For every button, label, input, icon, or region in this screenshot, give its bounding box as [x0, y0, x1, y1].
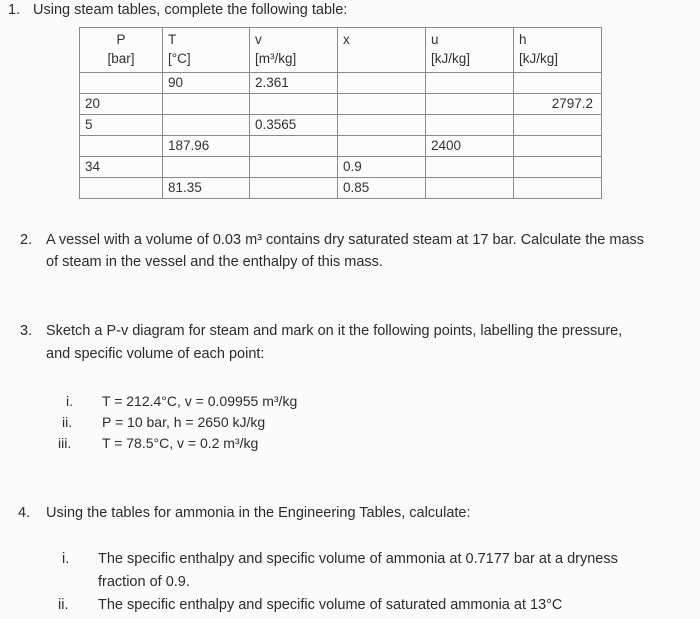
question-4-item-number: i.	[62, 551, 70, 567]
table-cell: 5	[80, 115, 163, 136]
table-cell	[514, 73, 602, 94]
header-h: h [kJ/kg]	[514, 28, 602, 73]
table-cell	[426, 73, 514, 94]
table-cell: 81.35	[163, 178, 250, 199]
table-cell	[250, 136, 338, 157]
table-cell	[514, 115, 602, 136]
table-cell	[514, 157, 602, 178]
table-cell	[426, 115, 514, 136]
question-4-text: Using the tables for ammonia in the Engineering Tables, calculate:	[46, 505, 471, 521]
question-2-line-1: A vessel with a volume of 0.03 m³ contains dry saturated steam at 17 bar. Calculate the mass	[46, 232, 645, 248]
table-cell: 34	[80, 157, 163, 178]
table-cell	[163, 94, 250, 115]
table-cell	[338, 115, 426, 136]
table-cell	[163, 115, 250, 136]
question-4-item-number: ii.	[58, 597, 69, 613]
table-cell: 20	[80, 94, 163, 115]
table-cell	[338, 73, 426, 94]
header-x: x	[338, 28, 426, 73]
question-3-item-text: T = 78.5°C, v = 0.2 m³/kg	[102, 435, 259, 451]
table-cell	[163, 157, 250, 178]
table-cell: 0.3565	[250, 115, 338, 136]
question-4-item-line-2: fraction of 0.9.	[98, 574, 190, 590]
question-3-item-text: T = 212.4°C, v = 0.09955 m³/kg	[102, 393, 298, 409]
table-cell: 187.96	[163, 136, 250, 157]
table-cell	[426, 157, 514, 178]
table-cell	[250, 94, 338, 115]
table-cell	[338, 94, 426, 115]
table-header-row	[80, 28, 602, 73]
question-4-number: 4.	[18, 505, 31, 521]
question-3-line-1: Sketch a P-v diagram for steam and mark on it the following points, labelling the pressure,	[46, 323, 623, 339]
header-u: u [kJ/kg]	[426, 28, 514, 73]
table-row	[80, 157, 602, 178]
table-cell	[250, 157, 338, 178]
question-1-number: 1.	[8, 2, 21, 18]
table-row	[80, 94, 602, 115]
table-cell	[80, 73, 163, 94]
table-cell	[426, 94, 514, 115]
table-cell	[338, 136, 426, 157]
question-2-number: 2.	[20, 232, 33, 248]
table-row	[80, 178, 602, 199]
table-cell	[426, 178, 514, 199]
table-row	[80, 136, 602, 157]
question-3-item-number: ii.	[62, 414, 73, 430]
question-4-item-line-1: The specific enthalpy and specific volume of saturated ammonia at 13°C	[98, 597, 563, 613]
table-row	[80, 115, 602, 136]
header-t: T [°C]	[163, 28, 250, 73]
table-cell	[80, 136, 163, 157]
header-v: v [m³/kg]	[250, 28, 338, 73]
question-4-item-line-1: The specific enthalpy and specific volume of ammonia at 0.7177 bar at a dryness	[98, 551, 618, 567]
table-row	[80, 73, 602, 94]
table-cell	[514, 178, 602, 199]
table-cell: 2.361	[250, 73, 338, 94]
question-1-text: Using steam tables, complete the following table:	[33, 2, 348, 18]
table-cell	[80, 178, 163, 199]
steam-table	[79, 27, 602, 199]
question-2-line-2: of steam in the vessel and the enthalpy of this mass.	[46, 254, 383, 270]
question-3-item-number: i.	[66, 393, 73, 409]
table-cell: 2797.2	[514, 94, 602, 115]
question-3-number: 3.	[20, 323, 33, 339]
table-cell: 0.9	[338, 157, 426, 178]
table-cell: 2400	[426, 136, 514, 157]
table-cell: 90	[163, 73, 250, 94]
question-3-line-2: and specific volume of each point:	[46, 346, 265, 362]
table-cell: 0.85	[338, 178, 426, 199]
question-3-item-text: P = 10 bar, h = 2650 kJ/kg	[102, 414, 266, 430]
header-p: P [bar]	[80, 28, 163, 73]
question-3-item-number: iii.	[58, 435, 72, 451]
table-cell	[514, 136, 602, 157]
table-cell	[250, 178, 338, 199]
